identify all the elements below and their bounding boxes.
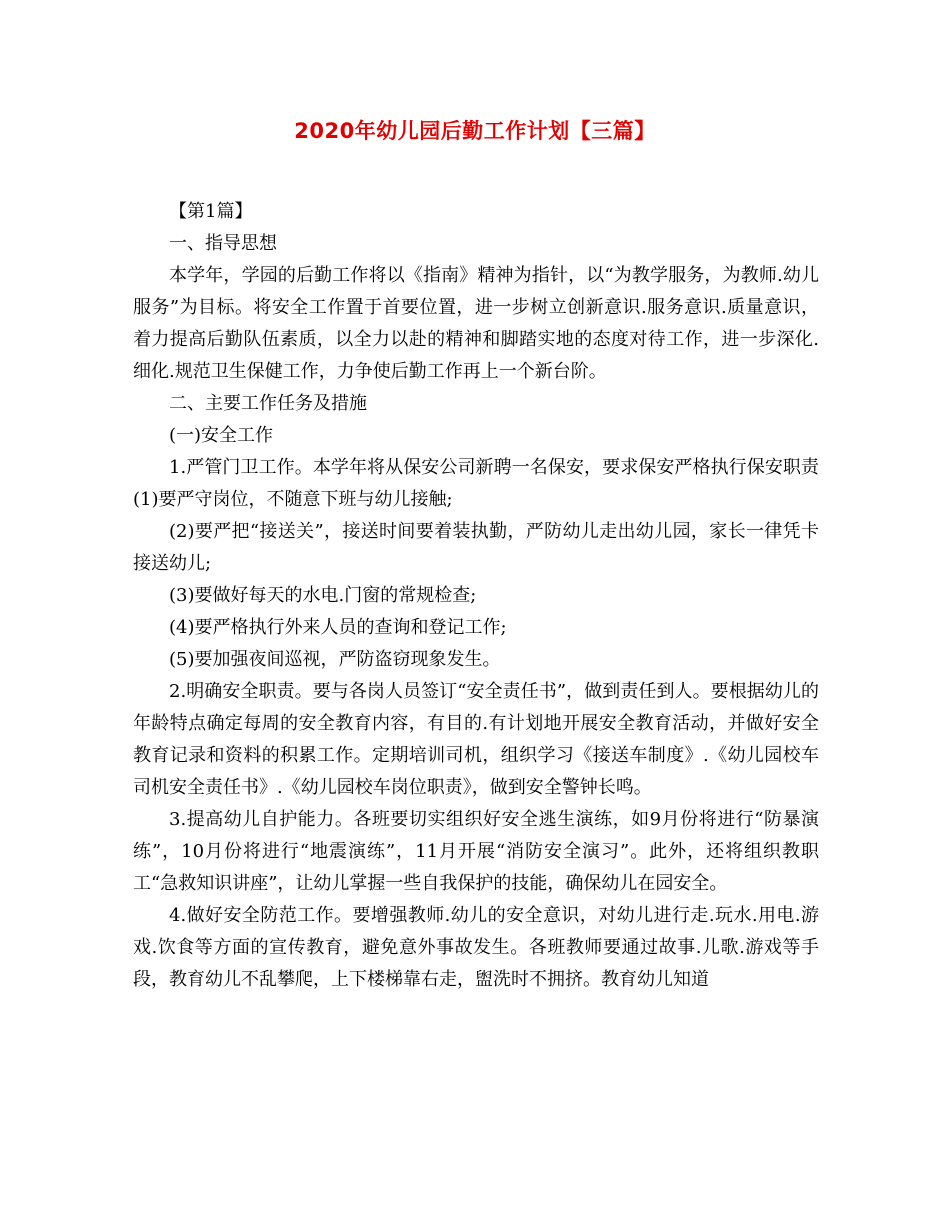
paragraph-guiding-thought: 本学年，学园的后勤工作将以《指南》精神为指针，以“为教学服务，为教师.幼儿服务”为目标。将安全工作置于首要位置，进一步树立创新意识.服务意识.质量意识，着力提高后勤队伍素质，以全力以赴的精神和脚踏实地的态度对待工作，进一步深化.细化.规范卫生保健工作，力争使后勤工作再上一个新台阶。 [133,265,819,382]
paragraph-heading-safety: (一)安全工作 [169,425,274,446]
paragraph-item-1-2: (2)要严把“接送关”，接送时间要着装执勤，严防幼儿走出幼儿园，家长一律凭卡接送幼儿; [133,521,819,574]
paragraph-section-heading: 【第1篇】 [169,201,253,222]
paragraph-item-1: 1.严管门卫工作。本学年将从保安公司新聘一名保安，要求保安严格执行保安职责(1)要严守岗位，不随意下班与幼儿接触; [133,457,819,510]
paragraph-heading-guiding-thought: 一、指导思想 [169,233,277,254]
document-title: 2020年幼儿园后勤工作计划【三篇】 [294,119,656,143]
paragraph-item-3: 3.提高幼儿自护能力。各班要切实组织好安全逃生演练，如9月份将进行“防暴演练”，10月份将进行“地震演练”，11月开展“消防安全演习”。此外，还将组织教职工“急救知识讲座”，让幼儿掌握一些自我保护的技能，确保幼儿在园安全。 [133,809,819,894]
paragraph-item-1-4: (4)要严格执行外来人员的查询和登记工作; [169,617,507,638]
paragraph-item-1-3: (3)要做好每天的水电.门窗的常规检查; [169,585,477,606]
paragraph-item-2: 2.明确安全职责。要与各岗人员签订“安全责任书”，做到责任到人。要根据幼儿的年龄特点确定每周的安全教育内容，有目的.有计划地开展安全教育活动，并做好安全教育记录和资料的积累工作。定期培训司机，组织学习《接送车制度》.《幼儿园校车司机安全责任书》.《幼儿园校车岗位职责》，做到安全警钟长鸣。 [133,681,819,798]
paragraph-item-1-5: (5)要加强夜间巡视，严防盗窃现象发生。 [169,649,501,670]
paragraph-heading-main-tasks: 二、主要工作任务及措施 [169,393,367,414]
document-body [133,196,819,996]
paragraph-item-4: 4.做好安全防范工作。要增强教师.幼儿的安全意识，对幼儿进行走.玩水.用电.游戏.饮食等方面的宣传教育，避免意外事故发生。各班教师要通过故事.儿歌.游戏等手段，教育幼儿不乱攀爬，上下楼梯靠右走，盥洗时不拥挤。教育幼儿知道 [133,905,819,990]
